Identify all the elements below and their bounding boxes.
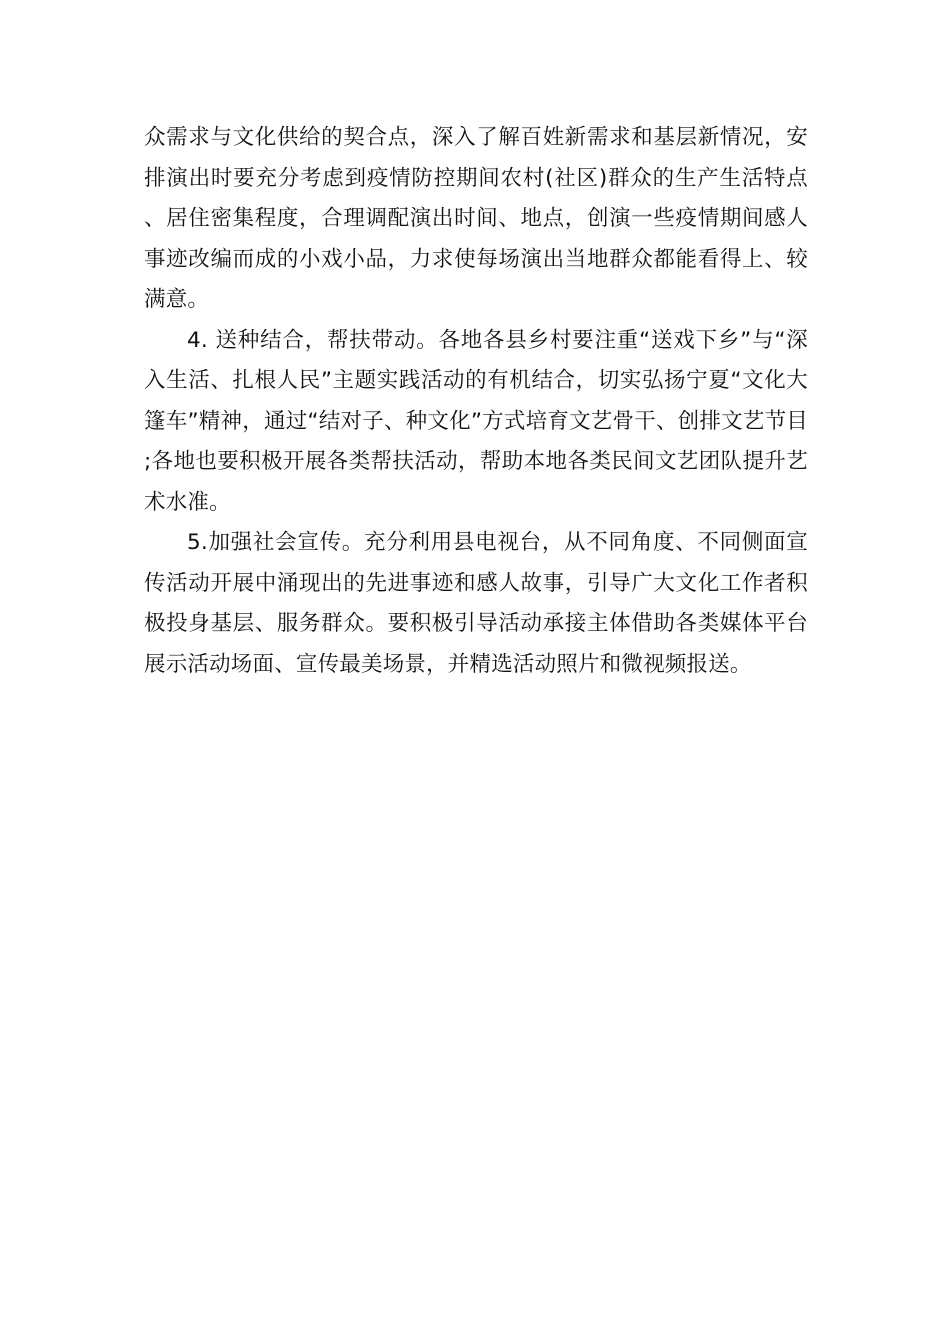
text-line: 点、居住密集程度，合理调配演出时间、地点，创演一些疫情期间 xyxy=(144,165,808,231)
text-line: 平台展示活动场面、宣传最美场景，并精选活动照片和微视频报送。 xyxy=(144,611,808,677)
text-line: 安排演出时要充分考虑到疫情防控期间农村(社区)群众的生产生活特 xyxy=(144,125,808,191)
text-line: 目;各地也要积极开展各类帮扶活动，帮助本地各类民间文艺团队提 xyxy=(144,408,808,474)
text-line: 传活动开展中涌现出的先进事迹和感人故事，引导广大文化工作者 xyxy=(144,570,787,596)
text-line: 众需求与文化供给的契合点，深入了解百姓新需求和基层新情况， xyxy=(144,125,787,150)
text-line: 升艺术水准。 xyxy=(144,449,809,515)
paragraph-continuation xyxy=(144,118,808,321)
text-line: 5.加强社会宣传。充分利用县电视台，从不同角度、不同侧面宣 xyxy=(187,530,808,555)
document-body xyxy=(144,118,808,685)
text-line: 篷车”精神，通过“结对子、种文化”方式培育文艺骨干、创排文艺节 xyxy=(144,408,787,434)
text-line: 感人事迹改编而成的小戏小品，力求使每场演出当地群众都能看得 xyxy=(144,206,808,272)
paragraph-item-5 xyxy=(144,523,808,685)
text-line: 积极投身基层、服务群众。要积极引导活动承接主体借助各类媒体 xyxy=(144,570,808,636)
text-line: 上、较满意。 xyxy=(144,246,808,312)
paragraph-item-4 xyxy=(144,321,808,524)
text-line: 4. 送种结合，帮扶带动。各地各县乡村要注重“送戏下乡”与“深入 xyxy=(144,327,808,393)
text-line: 生活、扎根人民”主题实践活动的有机结合，切实弘扬宁夏“文化大 xyxy=(166,368,809,393)
